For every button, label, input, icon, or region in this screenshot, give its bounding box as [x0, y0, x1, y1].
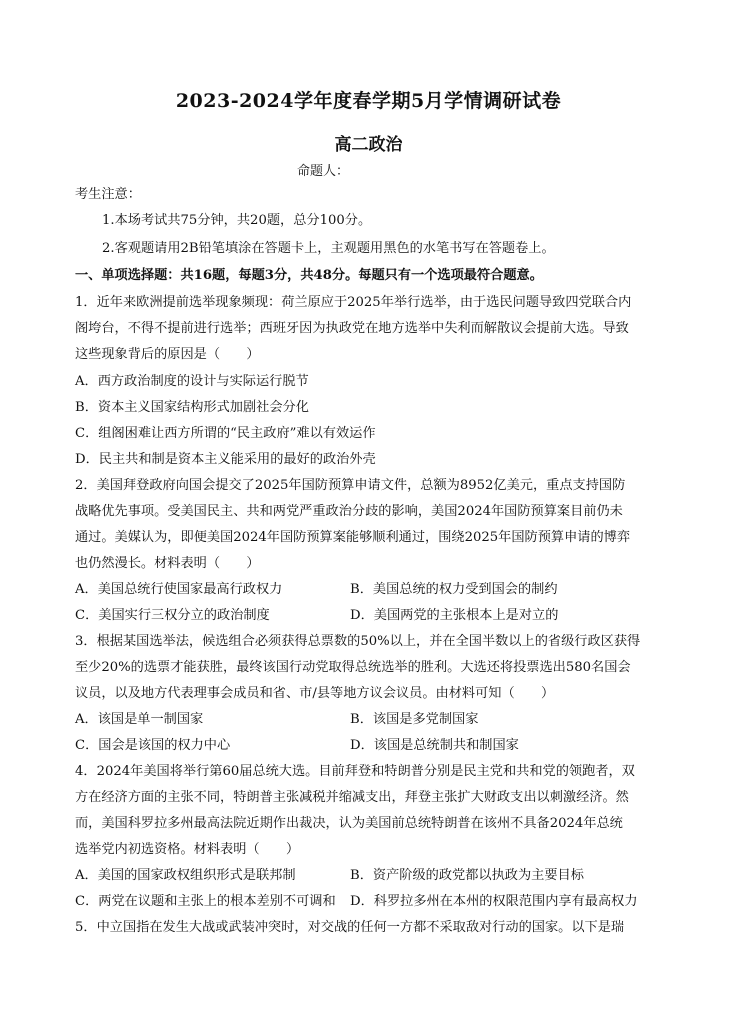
- question-2-stem: 战略优先事项。受美国民主、共和两党严重政治分歧的影响，美国2024年国防预算案目前仍未: [75, 504, 623, 519]
- question-1-option-c: C．组阁困难让西方所谓的“民主政府”难以有效运作: [75, 426, 376, 441]
- question-4-option-d: D．科罗拉多州在本州的权限范围内享有最高权力: [350, 894, 638, 909]
- exam-title: 2023-2024学年度春学期5月学情调研试卷: [175, 90, 562, 112]
- question-5-stem: 5．中立国指在发生大战或武装冲突时，对交战的任何一方都不采取敌对行动的国家。以下是瑞: [75, 920, 625, 935]
- question-4-option-b: B．资产阶级的政党都以执政为主要目标: [350, 868, 584, 883]
- question-3-option-b: B．该国是多党制国家: [350, 712, 479, 727]
- question-4-stem: 4．2024年美国将举行第60届总统大选。目前拜登和特朗普分别是民主党和共和党的领跑者，双: [75, 764, 635, 779]
- question-1-option-d: D．民主共和制是资本主义能采用的最好的政治外壳: [75, 452, 376, 467]
- question-3-option-a: A．该国是单一制国家: [75, 712, 204, 727]
- question-setter: 命题人：: [297, 164, 350, 179]
- question-4-stem: 而，美国科罗拉多州最高法院近期作出裁决，认为美国前总统特朗普在该州不具备2024年总统: [75, 816, 623, 831]
- question-3-stem: 议员，以及地方代表理事会成员和省、市/县等地方议会议员。由材料可知（ ）: [75, 686, 555, 701]
- question-4-stem: 选举党内初选资格。材料表明（ ）: [75, 842, 300, 857]
- question-1-stem: 这些现象背后的原因是（ ）: [75, 347, 260, 362]
- section-heading: 一、单项选择题：共16题，每题3分，共48分。每题只有一个选项最符合题意。: [75, 268, 543, 283]
- question-1-option-b: B．资本主义国家结构形式加剧社会分化: [75, 400, 309, 415]
- question-1-stem: 阁垮台，不得不提前进行选举；西班牙因为执政党在地方选举中失利而解散议会提前大选。导致: [75, 321, 629, 336]
- question-1-stem: 1．近年来欧洲提前选举现象频现：荷兰原应于2025年举行选举，由于选民问题导致四党联合内: [75, 295, 632, 310]
- question-3-stem: 3．根据某国选举法，候选组合必须获得总票数的50%以上，并在全国半数以上的省级行政区获得: [75, 634, 641, 649]
- notice-item: 2.客观题请用2B铅笔填涂在答题卡上，主观题用黑色的水笔书写在答题卷上。: [102, 241, 555, 256]
- question-3-option-d: D．该国是总统制共和制国家: [350, 738, 519, 753]
- question-1-option-a: A．西方政治制度的设计与实际运行脱节: [75, 374, 309, 389]
- question-2-option-d: D．美国两党的主张根本上是对立的: [350, 608, 559, 623]
- question-3-stem: 至少20%的选票才能获胜，最终该国行动党取得总统选举的胜利。大选还将投票选出580名国会: [75, 660, 631, 675]
- question-2-option-c: C．美国实行三权分立的政治制度: [75, 608, 270, 623]
- question-2-option-a: A．美国总统行使国家最高行政权力: [75, 582, 283, 597]
- question-2-stem: 2．美国拜登政府向国会提交了2025年国防预算申请文件，总额为8952亿美元，重点支持国防: [75, 478, 626, 493]
- question-2-stem: 也仍然漫长。材料表明（ ）: [75, 556, 260, 571]
- notice-heading: 考生注意：: [75, 187, 141, 202]
- question-4-option-a: A．美国的国家政权组织形式是联邦制: [75, 868, 296, 883]
- question-4-stem: 方在经济方面的主张不同，特朗普主张减税并缩减支出，拜登主张扩大财政支出以刺激经济。然: [75, 790, 629, 805]
- question-2-option-b: B．美国总统的权力受到国会的制约: [350, 582, 558, 597]
- exam-subject: 高二政治: [334, 135, 403, 155]
- question-3-option-c: C．国会是该国的权力中心: [75, 738, 231, 753]
- question-2-stem: 通过。美媒认为，即便美国2024年国防预算案能够顺利通过，围绕2025年国防预算申请的博弈: [75, 530, 631, 545]
- notice-item: 1.本场考试共75分钟，共20题，总分100分。: [102, 213, 372, 228]
- question-4-option-c: C．两党在议题和主张上的根本差别不可调和: [75, 894, 336, 909]
